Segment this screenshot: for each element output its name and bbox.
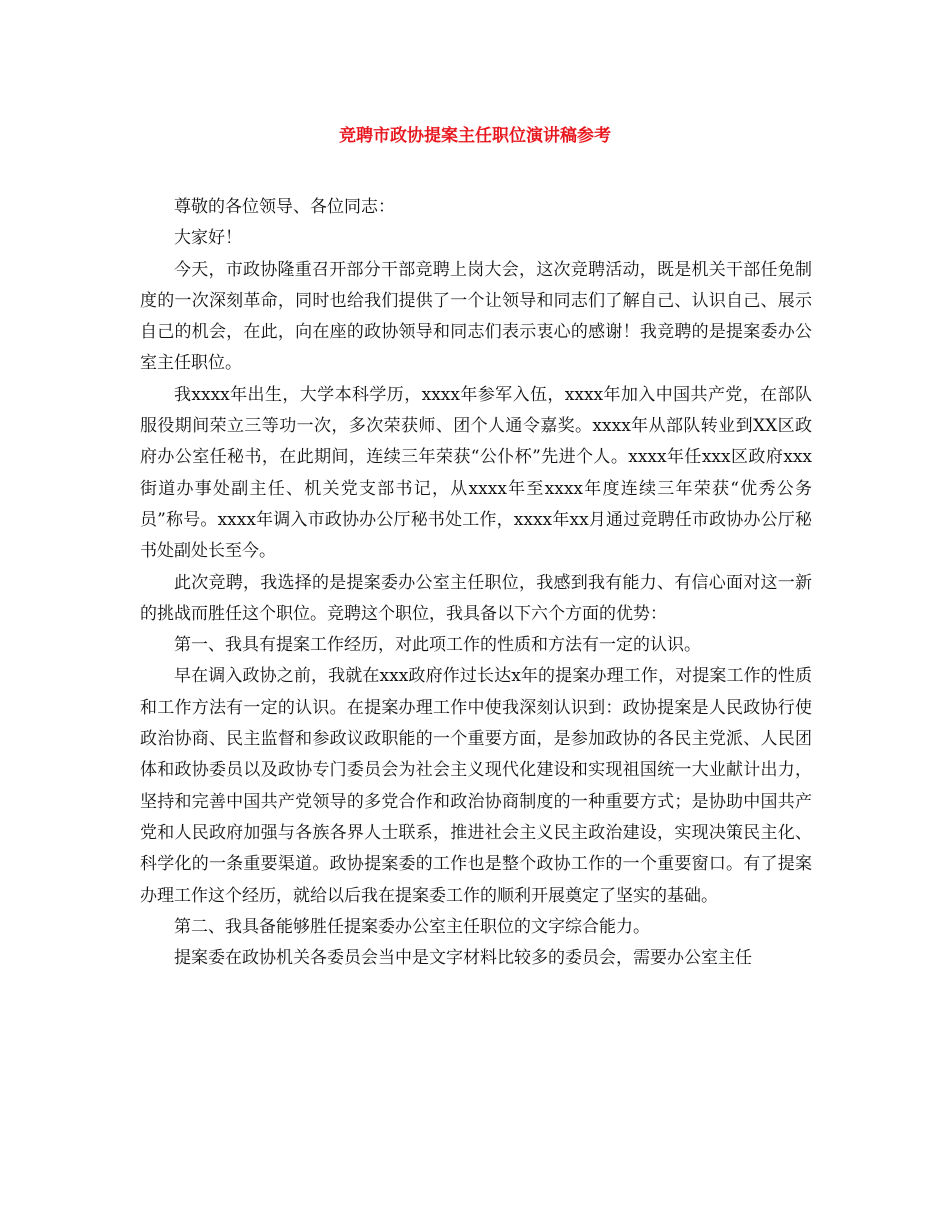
- paragraph-experience: 早在调入政协之前，我就在xxx政府作过长达x年的提案办理工作，对提案工作的性质和工作方法有一定的认识。在提案办理工作中使我深刻认识到：政协提案是人民政协行使政治协商、民主监督和参政议政职能的一个重要方面，是参加政协的各民主党派、人民团体和政协委员以及政协专门委员会为社会主义现代化建设和实现祖国统一大业献计出力，坚持和完善中国共产党领导的多党合作和政治协商制度的一种重要方式；是协助中国共产党和人民政府加强与各族各界人士联系，推进社会主义民主政治建设，实现决策民主化、科学化的一条重要渠道。政协提案委的工作也是整个政协工作的一个重要窗口。有了提案办理工作这个经历，就给以后我在提案委工作的顺利开展奠定了坚实的基础。: [140, 666, 812, 906]
- paragraph-point-one: 第一、我具有提案工作经历，对此项工作的性质和方法有一定的认识。: [174, 635, 701, 656]
- greeting: 大家好！: [174, 228, 242, 249]
- paragraph-intro: 今天，市政协隆重召开部分干部竞聘上岗大会，这次竞聘活动，既是机关干部任免制度的一次深刻革命，同时也给我们提供了一个让领导和同志们了解自己、认识自己、展示自己的机会，在此，向在座的政协领导和同志们表示衷心的感谢！我竞聘的是提案委办公室主任职位。: [140, 259, 812, 374]
- paragraph-choice: 此次竞聘，我选择的是提案委办公室主任职位，我感到我有能力、有信心面对这一新的挑战而胜任这个职位。竞聘这个职位，我具备以下六个方面的优势：: [140, 572, 812, 624]
- paragraph-writing: 提案委在政协机关各委员会当中是文字材料比较多的委员会，需要办公室主任: [174, 948, 752, 969]
- document-title: 竞聘市政协提案主任职位演讲稿参考: [339, 126, 611, 146]
- paragraph-background: 我xxxx年出生，大学本科学历，xxxx年参军入伍，xxxx年加入中国共产党，在部队服役期间荣立三等功一次，多次荣获师、团个人通令嘉奖。xxxx年从部队转业到XX区政府办公室任秘书，在此期间，连续三年荣获“公仆杯”先进个人。xxxx年任xxx区政府xxx街道办事处副主任、机关党支部书记，从xxxx年至xxxx年度连续三年荣获“优秀公务员”称号。xxxx年调入市政协办公厅秘书处工作，xxxx年xx月通过竞聘任市政协办公厅秘书处副处长至今。: [140, 384, 812, 562]
- paragraph-point-two: 第二、我具备能够胜任提案委办公室主任职位的文字综合能力。: [174, 916, 650, 937]
- salutation: 尊敬的各位领导、各位同志：: [174, 197, 395, 217]
- document-body: [140, 192, 812, 974]
